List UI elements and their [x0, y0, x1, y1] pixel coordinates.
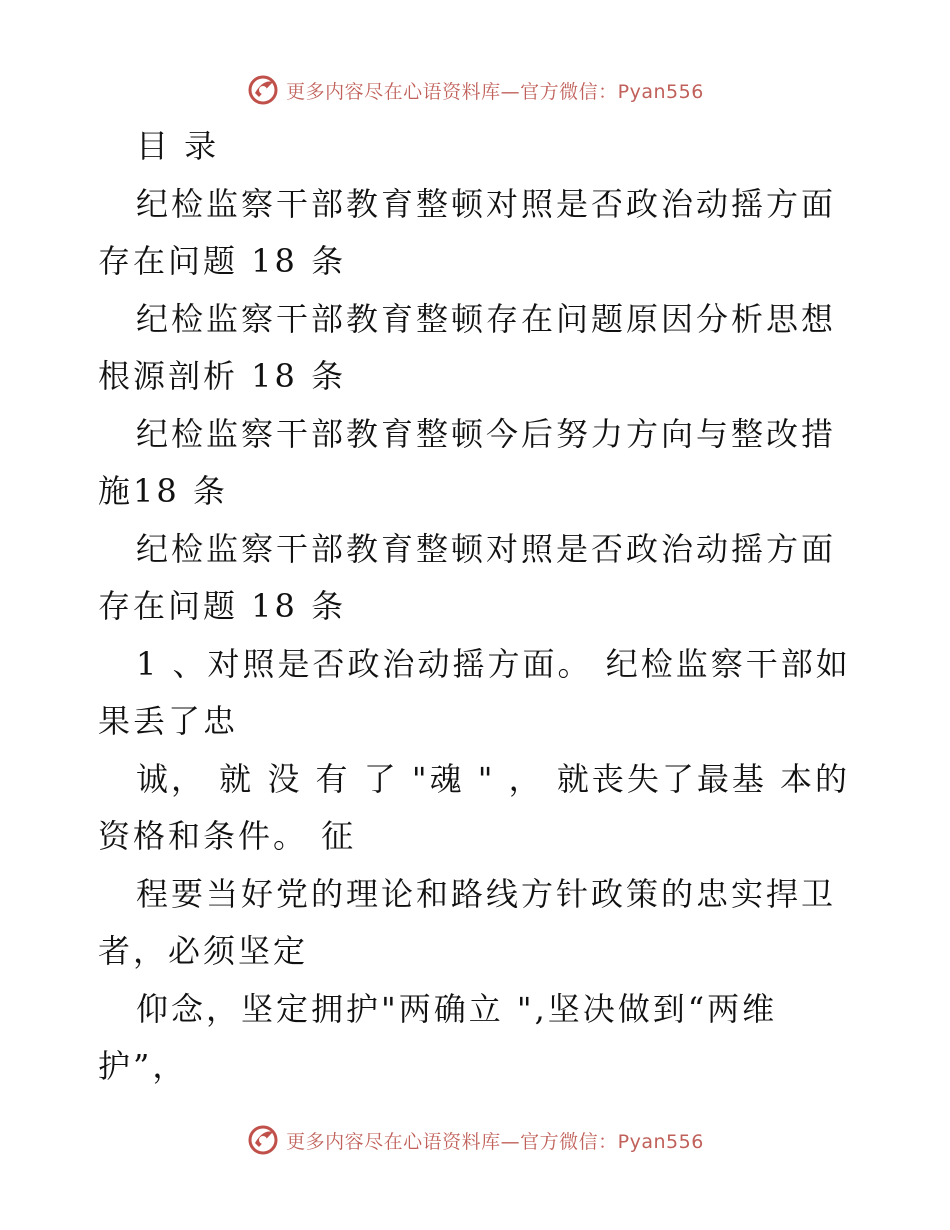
header-watermark-banner [0, 70, 950, 110]
banner-text: 更多内容尽在心语资料库—官方微信：Pyan556 [286, 80, 704, 103]
banner-text: 更多内容尽在心语资料库—官方微信：Pyan556 [286, 1130, 704, 1153]
toc-entry-2: 纪检监察干部教育整顿存在问题原因分析思想根源剖析 18 条 [98, 299, 837, 395]
toc-entry-3: 纪检监察干部教育整顿今后努力方向与整改措施18 条 [98, 414, 837, 510]
footer-watermark-banner [0, 1120, 950, 1160]
toc-heading: 目 录 [136, 127, 220, 165]
body-paragraph-3: 程要当好党的理论和路线方针政策的忠实捍卫者，必须坚定 [98, 874, 837, 970]
body-paragraph-2: 诚， 就 没 有 了 "魂 " ， 就丧失了最基 本的 资格和条件。 征 [98, 759, 864, 855]
brand-logo-icon [246, 73, 280, 107]
body-paragraph-1: 1 、对照是否政治动摇方面。 纪检监察干部如果丢了忠 [98, 644, 851, 740]
section-title: 纪检监察干部教育整顿对照是否政治动摇方面存在问题 18 条 [98, 529, 837, 625]
body-paragraph-4: 仰念，坚定拥护"两确立 ",坚决做到“两维 护”， [98, 989, 791, 1085]
toc-entry-1: 纪检监察干部教育整顿对照是否政治动摇方面存在问题 18 条 [98, 184, 837, 280]
brand-logo-icon [246, 1123, 280, 1157]
document-body [98, 118, 864, 1096]
